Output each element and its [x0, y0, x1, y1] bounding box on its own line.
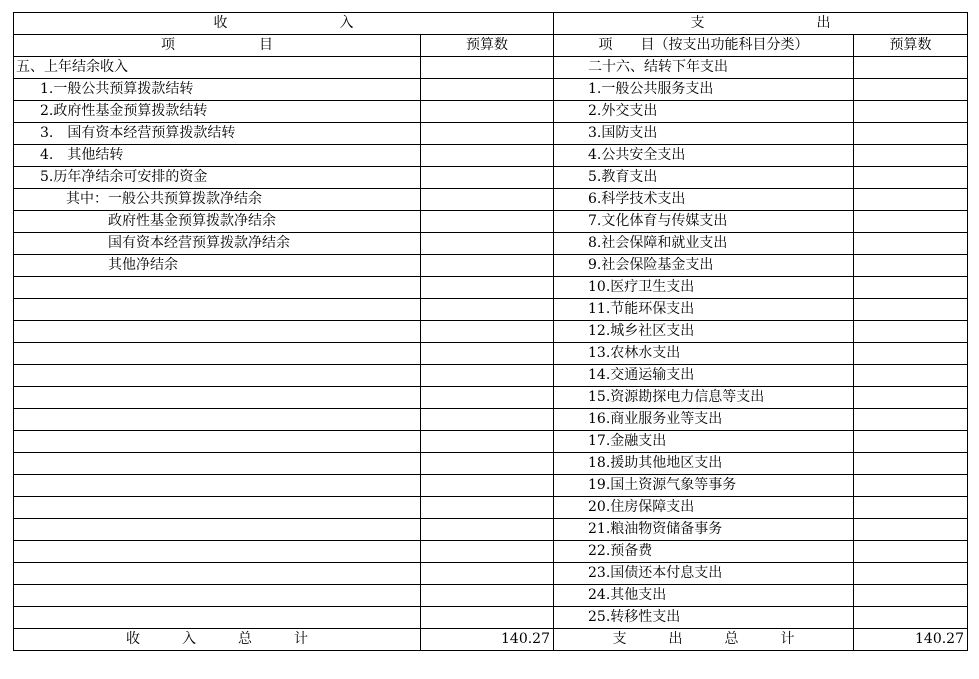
income-item-cell	[14, 563, 421, 585]
expense-budget-cell	[854, 585, 968, 607]
income-budget-cell	[421, 563, 554, 585]
income-budget-cell	[421, 321, 554, 343]
income-item-cell: 五、上年结余收入	[14, 57, 421, 79]
expense-budget-cell	[854, 519, 968, 541]
income-item-cell: 政府性基金预算拨款净结余	[14, 211, 421, 233]
income-item-cell	[14, 585, 421, 607]
income-total-label: 收 入 总 计	[14, 629, 421, 651]
expense-budget-cell	[854, 321, 968, 343]
expense-budget-cell	[854, 607, 968, 629]
table-row	[14, 57, 968, 79]
table-row	[14, 255, 968, 277]
expense-item-cell: 4.公共安全支出	[554, 145, 854, 167]
table-row	[14, 475, 968, 497]
income-budget-cell	[421, 431, 554, 453]
income-budget-cell	[421, 79, 554, 101]
expense-budget-cell	[854, 409, 968, 431]
expense-item-header: 项 目（按支出功能科目分类）	[554, 35, 854, 57]
income-item-cell	[14, 541, 421, 563]
budget-table	[13, 12, 968, 651]
income-budget-cell	[421, 255, 554, 277]
expense-budget-cell	[854, 123, 968, 145]
income-budget-cell	[421, 365, 554, 387]
expense-item-cell: 19.国土资源气象等事务	[554, 475, 854, 497]
income-item-cell: 1.一般公共预算拨款结转	[14, 79, 421, 101]
expense-budget-cell	[854, 431, 968, 453]
income-item-cell	[14, 365, 421, 387]
total-row	[14, 629, 968, 651]
expense-total-value: 140.27	[854, 629, 968, 651]
income-budget-header: 预算数	[421, 35, 554, 57]
income-budget-cell	[421, 233, 554, 255]
income-budget-cell	[421, 475, 554, 497]
expense-budget-cell	[854, 365, 968, 387]
income-budget-cell	[421, 189, 554, 211]
income-item-cell	[14, 277, 421, 299]
expense-item-cell: 17.金融支出	[554, 431, 854, 453]
expense-budget-cell	[854, 277, 968, 299]
income-budget-cell	[421, 167, 554, 189]
table-row	[14, 541, 968, 563]
expense-item-cell: 23.国债还本付息支出	[554, 563, 854, 585]
expense-budget-cell	[854, 475, 968, 497]
income-item-cell	[14, 453, 421, 475]
income-item-cell	[14, 343, 421, 365]
expense-item-cell: 24.其他支出	[554, 585, 854, 607]
expense-item-cell: 2.外交支出	[554, 101, 854, 123]
income-budget-cell	[421, 299, 554, 321]
income-budget-cell	[421, 211, 554, 233]
expense-budget-cell	[854, 387, 968, 409]
income-item-cell: 5.历年净结余可安排的资金	[14, 167, 421, 189]
table-row	[14, 585, 968, 607]
income-budget-cell	[421, 541, 554, 563]
table-row	[14, 299, 968, 321]
income-budget-cell	[421, 57, 554, 79]
expense-title: 支 出	[554, 13, 968, 35]
income-budget-cell	[421, 123, 554, 145]
expense-budget-cell	[854, 189, 968, 211]
income-item-header: 项 目	[14, 35, 421, 57]
expense-item-cell: 二十六、结转下年支出	[554, 57, 854, 79]
income-budget-cell	[421, 387, 554, 409]
expense-item-cell: 11.节能环保支出	[554, 299, 854, 321]
expense-item-cell: 20.住房保障支出	[554, 497, 854, 519]
table-row	[14, 453, 968, 475]
expense-budget-cell	[854, 255, 968, 277]
income-item-cell	[14, 519, 421, 541]
income-item-cell: 其中：一般公共预算拨款净结余	[14, 189, 421, 211]
income-item-cell: 4. 其他结转	[14, 145, 421, 167]
table-row	[14, 123, 968, 145]
expense-item-cell: 13.农林水支出	[554, 343, 854, 365]
expense-budget-cell	[854, 343, 968, 365]
expense-budget-cell	[854, 497, 968, 519]
table-row	[14, 189, 968, 211]
income-budget-cell	[421, 607, 554, 629]
expense-budget-cell	[854, 145, 968, 167]
expense-item-cell: 10.医疗卫生支出	[554, 277, 854, 299]
expense-item-cell: 12.城乡社区支出	[554, 321, 854, 343]
table-row	[14, 519, 968, 541]
expense-budget-cell	[854, 211, 968, 233]
table-row	[14, 387, 968, 409]
income-budget-cell	[421, 409, 554, 431]
expense-item-cell: 9.社会保险基金支出	[554, 255, 854, 277]
expense-item-cell: 21.粮油物资储备事务	[554, 519, 854, 541]
table-row	[14, 409, 968, 431]
income-item-cell: 2.政府性基金预算拨款结转	[14, 101, 421, 123]
income-budget-cell	[421, 497, 554, 519]
income-item-cell: 3. 国有资本经营预算拨款结转	[14, 123, 421, 145]
income-budget-cell	[421, 145, 554, 167]
income-item-cell	[14, 497, 421, 519]
income-title: 收 入	[14, 13, 554, 35]
income-item-cell	[14, 387, 421, 409]
income-total-value: 140.27	[421, 629, 554, 651]
expense-item-cell: 1.一般公共服务支出	[554, 79, 854, 101]
expense-item-cell: 22.预备费	[554, 541, 854, 563]
expense-budget-header: 预算数	[854, 35, 968, 57]
table-row	[14, 497, 968, 519]
table-row	[14, 167, 968, 189]
expense-item-cell: 25.转移性支出	[554, 607, 854, 629]
expense-item-cell: 3.国防支出	[554, 123, 854, 145]
expense-budget-cell	[854, 57, 968, 79]
income-budget-cell	[421, 343, 554, 365]
expense-budget-cell	[854, 79, 968, 101]
table-row	[14, 365, 968, 387]
table-row	[14, 563, 968, 585]
expense-item-cell: 18.援助其他地区支出	[554, 453, 854, 475]
income-item-cell: 其他净结余	[14, 255, 421, 277]
expense-item-cell: 14.交通运输支出	[554, 365, 854, 387]
header-row-2	[14, 35, 968, 57]
expense-item-cell: 8.社会保障和就业支出	[554, 233, 854, 255]
expense-item-cell: 6.科学技术支出	[554, 189, 854, 211]
expense-budget-cell	[854, 233, 968, 255]
expense-total-label: 支 出 总 计	[554, 629, 854, 651]
expense-item-cell: 7.文化体育与传媒支出	[554, 211, 854, 233]
table-row	[14, 101, 968, 123]
table-row	[14, 145, 968, 167]
expense-budget-cell	[854, 167, 968, 189]
expense-budget-cell	[854, 101, 968, 123]
table-row	[14, 321, 968, 343]
income-item-cell	[14, 607, 421, 629]
income-item-cell	[14, 321, 421, 343]
income-budget-cell	[421, 101, 554, 123]
table-row	[14, 233, 968, 255]
expense-budget-cell	[854, 541, 968, 563]
expense-item-cell: 16.商业服务业等支出	[554, 409, 854, 431]
expense-budget-cell	[854, 563, 968, 585]
income-budget-cell	[421, 277, 554, 299]
expense-item-cell: 15.资源勘探电力信息等支出	[554, 387, 854, 409]
expense-item-cell: 5.教育支出	[554, 167, 854, 189]
income-item-cell	[14, 431, 421, 453]
expense-budget-cell	[854, 299, 968, 321]
income-budget-cell	[421, 519, 554, 541]
table-row	[14, 343, 968, 365]
table-row	[14, 277, 968, 299]
table-row	[14, 211, 968, 233]
income-item-cell: 国有资本经营预算拨款净结余	[14, 233, 421, 255]
income-budget-cell	[421, 585, 554, 607]
expense-budget-cell	[854, 453, 968, 475]
income-item-cell	[14, 299, 421, 321]
income-budget-cell	[421, 453, 554, 475]
header-row-1	[14, 13, 968, 35]
income-item-cell	[14, 409, 421, 431]
table-row	[14, 431, 968, 453]
table-row	[14, 607, 968, 629]
table-row	[14, 79, 968, 101]
income-item-cell	[14, 475, 421, 497]
